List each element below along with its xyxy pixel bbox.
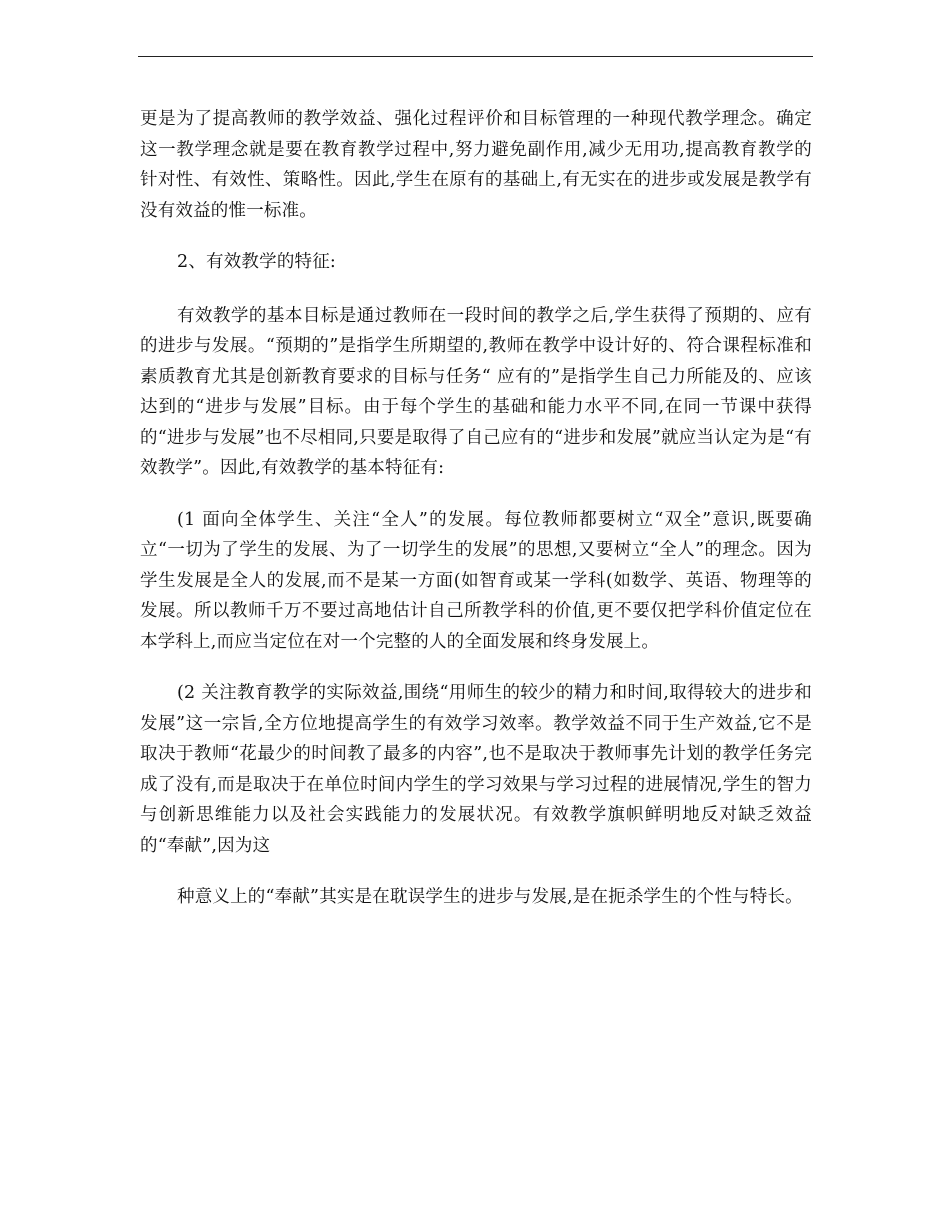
paragraph-continuation: 种意义上的“奉献”其实是在耽误学生的进步与发展,是在扼杀学生的个性与特长。 bbox=[177, 887, 803, 907]
paragraph-feature-2: (2 关注教育教学的实际效益,围绕“用师生的较少的精力和时间,取得较大的进步和发展”这一宗旨,全方位地提高学生的有效学习效率。教学效益不同于生产效益,它不是取决于教师“花最少的时间教了最多的内容”,也不是取决于教师事先计划的教学任务完成了没有,而是取决于在单位时间内学生的学习效果与学习过程的进展情况,学生的智力与创新思维能力以及社会实践能力的发展状况。有效教学旗帜鲜明地反对缺乏效益的“奉献”,因为这 bbox=[140, 683, 812, 856]
paragraph-teaching-concept: 更是为了提高教师的教学效益、强化过程评价和目标管理的一种现代教学理念。确定这一教学理念就是要在教育教学过程中,努力避免副作用,减少无用功,提高教育教学的针对性、有效性、策略性。因此,学生在原有的基础上,有无实在的进步或发展是教学有没有效益的惟一标准。 bbox=[140, 109, 812, 221]
paragraph-feature-1: (1 面向全体学生、关注“全人”的发展。每位教师都要树立“双全”意识,既要确立“一切为了学生的发展、为了一切学生的发展”的思想,又要树立“全人”的理念。因为学生发展是全人的发展,而不是某一方面(如智育或某一学科(如数学、英语、物理等的发展。所以教师千万不要过高地估计自己所教学科的价值,更不要仅把学科价值定位在本学科上,而应当定位在对一个完整的人的全面发展和终身发展上。 bbox=[140, 509, 812, 652]
section-heading-characteristics: 2、有效教学的特征: bbox=[177, 252, 337, 272]
document-body bbox=[140, 104, 812, 934]
paragraph-basic-goal: 有效教学的基本目标是通过教师在一段时间的教学之后,学生获得了预期的、应有的进步与发展。“预期的”是指学生所期望的,教师在教学中设计好的、符合课程标准和素质教育尤其是创新教育要求的目标与任务“ 应有的”是指学生自己力所能及的、应该达到的“进步与发展”目标。由于每个学生的基础和能力水平不同,在同一节课中获得的“进步与发展”也不尽相同,只要是取得了自己应有的“进步和发展”就应当认定为是“有效教学”。因此,有效教学的基本特征有: bbox=[140, 305, 812, 478]
header-rule bbox=[138, 56, 813, 57]
